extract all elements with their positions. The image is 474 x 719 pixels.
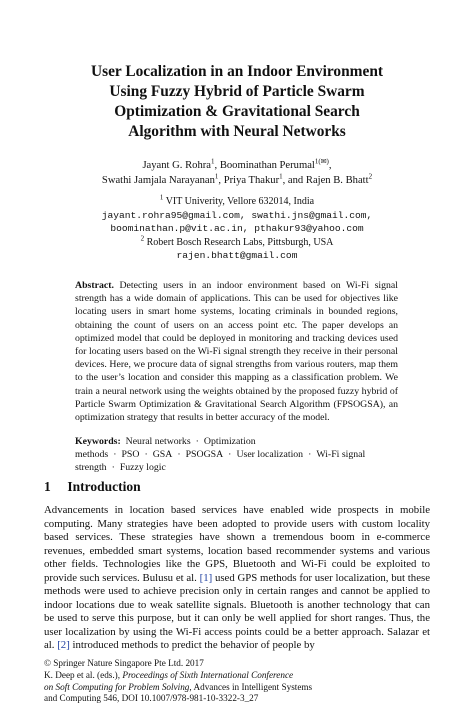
title-line-4: Algorithm with Neural Networks	[128, 123, 346, 140]
keywords	[75, 435, 398, 475]
intro-paragraph	[44, 504, 430, 653]
author-emails-2[interactable]: boominathan.p@vit.ac.in, pthakur93@yahoo.com	[110, 223, 364, 234]
author-name: Priya Thakur	[223, 175, 280, 186]
copyright-line: © Springer Nature Singapore Pte Ltd. 2017	[44, 658, 204, 668]
author-affil-mark: 1	[279, 172, 283, 181]
author-affil-mark: 1	[211, 157, 215, 166]
citation-link[interactable]: [2]	[57, 639, 70, 651]
keyword: PSO	[121, 449, 140, 461]
author-emails-1[interactable]: jayant.rohra95@gmail.com, swathi.jns@gmail.com,	[101, 209, 373, 221]
author-affil-mark: 2	[368, 172, 373, 181]
abstract	[75, 279, 398, 424]
proceedings-title: Proceedings of Sixth International Conference	[122, 669, 294, 680]
author-separator: ,	[214, 160, 218, 171]
intro-text: introduced methods to predict the behavior of people by	[69, 639, 315, 651]
author-separator: ,	[328, 160, 332, 171]
keyword: Optimization methods	[75, 436, 256, 461]
doi-line[interactable]: and Computing 546, DOI 10.1007/978-981-10-3322-3_27	[44, 693, 259, 704]
affiliation-1	[40, 195, 434, 209]
keyword-separator: ·	[308, 449, 312, 461]
author-name: Swathi Jamjala Narayanan	[101, 175, 215, 186]
citation-text: K. Deep et al. (eds.),	[44, 669, 123, 680]
author-name: Jayant G. Rohra	[142, 160, 211, 171]
affiliation-2	[40, 236, 434, 250]
author-and: , and	[282, 175, 304, 186]
author-line-2	[40, 173, 434, 188]
author-affil-mark: 1(✉)	[314, 157, 329, 166]
keyword: Fuzzy logic	[119, 462, 166, 474]
section-heading	[44, 479, 141, 495]
keyword-separator: ·	[195, 436, 199, 447]
keyword-separator: ·	[111, 462, 115, 474]
keyword-separator: ·	[228, 449, 232, 461]
intro-text: Advancements in location based services have enabled wide prospects in mobile computing. Many strategies have been adopted to provide users with custom locality based services. These strategies have shown a tremendous boom in e-commerce revenues, embedded smart systems, location based recommender systems and various other fields. Technologies like the GPS, Bluetooth and Wi-Fi could be exploited to provide such services. Bulusu et al.	[44, 504, 430, 584]
keywords-label: Keywords:	[75, 436, 121, 447]
author-list	[40, 158, 434, 188]
keyword-separator: ·	[177, 449, 181, 461]
affiliation-text: VIT Univerity, Vellore 632014, India	[165, 196, 315, 207]
citation-line-2	[44, 682, 430, 694]
keyword-separator: ·	[144, 449, 148, 461]
keyword: User localization	[236, 449, 304, 461]
title-line-3: Optimization & Gravitational Search	[114, 103, 360, 120]
author-line-1	[40, 158, 434, 173]
abstract-label: Abstract.	[75, 280, 114, 291]
publication-footer	[44, 658, 430, 705]
affiliations	[40, 195, 434, 263]
author-name: Rajen B. Bhatt	[305, 175, 369, 186]
citation-link[interactable]: [1]	[199, 571, 213, 584]
section-title: Introduction	[67, 479, 141, 494]
author-separator: ,	[218, 175, 222, 186]
title-line-1: User Localization in an Indoor Environment	[90, 63, 384, 80]
paper-title	[40, 62, 434, 142]
abstract-text: Detecting users in an indoor environment based on Wi-Fi signal strength has a wide domain of applications. This can be used for objectives like locating users in smart home systems, locating criminals in bounded regions, obtaining the count of users on an access point etc. The paper develops an optimized model that could be deployed in monitoring and tracking devices used for locating users based on the Wi-Fi signal strength they receive in their personal devices. Here, we procure data of signal strengths from various routers, map them to the user’s location and consider this mapping as a classification problem. We train a neural network using the weights obtained by the proposed fuzzy hybrid of Particle Swarm Optimization & Gravitational Search Algorithm (FPSOGSA), an optimization strategy that results in better accuracy of the model.	[75, 280, 398, 424]
citation-text: , Advances in Intelligent Systems	[189, 681, 313, 692]
keyword: Wi-Fi signal strength	[75, 449, 366, 474]
affiliation-mark: 1	[159, 193, 164, 202]
author-email-3[interactable]: rajen.bhatt@gmail.com	[176, 250, 298, 261]
intro-text: used GPS methods for user localization, but these methods were used to achieve precision only in certain ranges and cannot be applied to indoor locations due to weak satellite signals. Bluetooth is another technology that can be used to serve this purpose, but it can only be well applied for short ranges. Thus, the user localization by using the Wi-Fi access points could be a better approach. Salazar et al.	[44, 571, 430, 651]
title-line-2: Using Fuzzy Hybrid of Particle Swarm	[109, 83, 365, 100]
section-number: 1	[44, 479, 51, 494]
affiliation-mark: 2	[140, 234, 145, 243]
keyword: Neural networks	[125, 436, 191, 447]
keyword-separator: ·	[113, 449, 117, 461]
author-affil-mark: 1	[214, 172, 219, 181]
keyword: PSOGSA	[185, 449, 224, 461]
citation-line-1	[44, 670, 430, 682]
author-name: Boominathan Perumal	[219, 160, 315, 171]
keyword: GSA	[152, 449, 173, 461]
affiliation-text: Robert Bosch Research Labs, Pittsburgh, USA	[146, 236, 334, 248]
proceedings-title: on Soft Computing for Problem Solving	[44, 681, 190, 692]
